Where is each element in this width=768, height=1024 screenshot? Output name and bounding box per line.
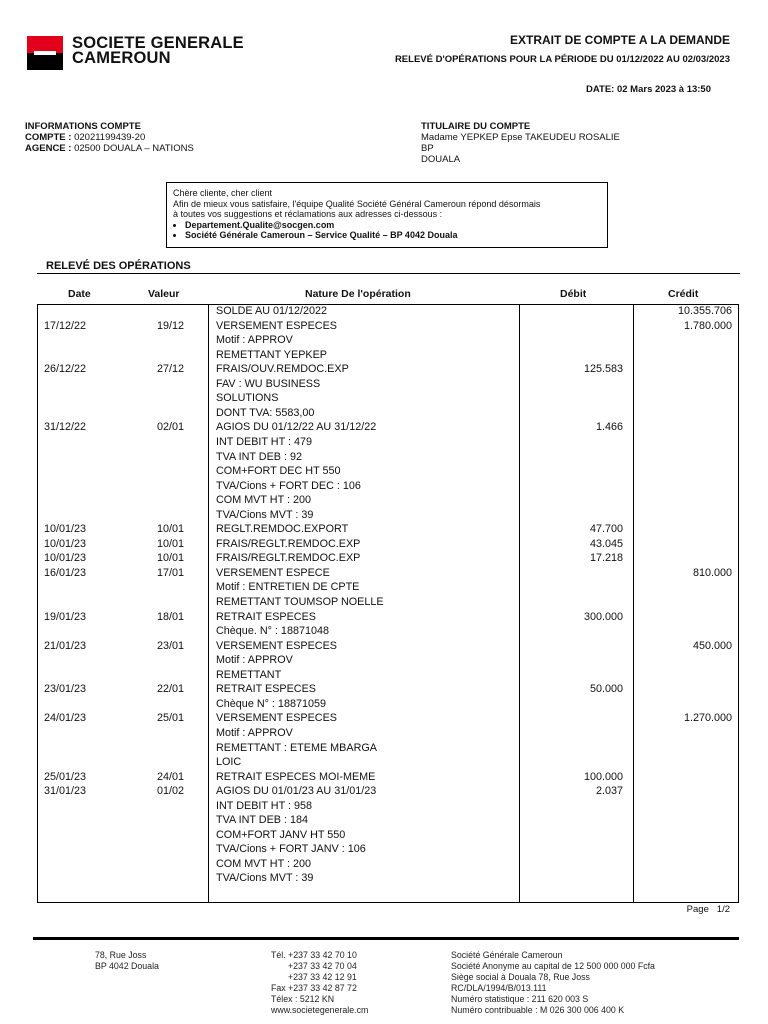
footer-legal-line: RC/DLA/1994/B/013.111 — [451, 983, 547, 994]
table-row — [37, 420, 739, 435]
notice-text2: à toutes vos suggestions et réclamations aux adresses ci-dessous : — [173, 209, 443, 219]
agence-value: 02500 DOUALA – NATIONS — [71, 143, 194, 154]
quality-notice — [166, 182, 608, 248]
bank-name-line2: CAMEROUN — [72, 49, 171, 67]
cell-nature: Chèque. N° : 18871048 — [216, 625, 329, 638]
cell-nature: FRAIS/REGLT.REMDOC.EXP — [216, 537, 361, 550]
cell-nature: DONT TVA: 5583,00 — [216, 406, 315, 419]
cell-debit: 2.037 — [595, 785, 623, 798]
cell-debit: 43.045 — [589, 537, 623, 550]
holder-heading: TITULAIRE DU COMPTE — [421, 121, 531, 132]
col-header-debit: Débit — [560, 288, 587, 300]
notice-text1: Afin de mieux vous satisfaire, l'équipe Qualité Société Général Cameroun répond désormais — [173, 198, 541, 209]
table-row — [37, 479, 739, 494]
cell-nature: Motif : APPROV — [216, 654, 293, 667]
cell-valeur: 27/12 — [156, 363, 184, 376]
cell-debit: 100.000 — [583, 770, 623, 783]
cell-credit: 1.270.000 — [683, 712, 732, 725]
table-row — [37, 857, 739, 872]
holder-line3: DOUALA — [421, 154, 461, 165]
footer-contact-line: +237 33 42 70 04 — [288, 961, 357, 972]
cell-nature: TVA/Cions MVT : 39 — [216, 508, 314, 521]
document-title: EXTRAIT DE COMPTE A LA DEMANDE — [509, 33, 730, 47]
cell-nature: FRAIS/REGLT.REMDOC.EXP — [216, 552, 361, 565]
cell-nature: Motif : APPROV — [216, 334, 293, 347]
footer-legal — [451, 950, 655, 1017]
footer-address-line: BP 4042 Douala — [95, 961, 159, 972]
footer-contact-line: www.societegenerale.cm — [271, 1005, 369, 1016]
table-row — [37, 566, 739, 581]
cell-nature: SOLDE AU 01/12/2022 — [216, 305, 328, 317]
cell-nature: REMETTANT : ETEME MBARGA — [216, 741, 377, 754]
cell-valeur: 10/01 — [156, 523, 184, 536]
table-row — [37, 813, 739, 828]
cell-valeur: 10/01 — [156, 537, 184, 550]
table-row — [37, 828, 739, 843]
table-row — [37, 493, 739, 508]
statement-period: RELEVÉ D'OPÉRATIONS POUR LA PÉRIODE DU 01/12/2022 AU 02/03/2023 — [394, 54, 730, 65]
col-header-nature: Nature De l'opération — [305, 288, 411, 300]
holder-name: Madame YEPKEP Epse TAKEUDEU ROSALIE — [421, 132, 620, 143]
cell-nature: INT DEBIT HT : 479 — [216, 435, 313, 448]
cell-date: 25/01/23 — [44, 770, 87, 783]
statement-date: DATE: 02 Mars 2023 à 13:50 — [586, 84, 711, 95]
cell-valeur: 10/01 — [156, 552, 184, 565]
footer-divider — [33, 937, 739, 940]
table-row — [37, 580, 739, 595]
table-row — [37, 610, 739, 625]
footer-legal-line: Siège social à Douala 78, Rue Joss — [451, 972, 590, 983]
cell-date: 23/01/23 — [44, 683, 87, 696]
table-row — [37, 464, 739, 479]
table-row — [37, 624, 739, 639]
cell-credit: 450.000 — [692, 639, 732, 652]
cell-debit: 1.466 — [595, 421, 623, 434]
account-info-heading: INFORMATIONS COMPTE — [25, 121, 141, 132]
cell-nature: TVA/Cions + FORT JANV : 106 — [216, 843, 366, 856]
account-holder — [421, 121, 620, 165]
table-row — [37, 537, 739, 552]
notice-greeting: Chère cliente, cher client — [173, 188, 273, 198]
cell-valeur: 24/01 — [156, 770, 184, 783]
table-row — [37, 653, 739, 668]
cell-valeur: 17/01 — [156, 566, 184, 579]
cell-nature: INT DEBIT HT : 958 — [216, 799, 313, 812]
page-indicator — [687, 904, 730, 915]
cell-credit: 10.355.706 — [677, 305, 732, 317]
table-row — [37, 726, 739, 741]
agence-label: AGENCE : — [25, 143, 72, 154]
cell-nature: REGLT.REMDOC.EXPORT — [216, 523, 349, 536]
cell-nature: COM MVT HT : 200 — [216, 857, 311, 870]
table-row — [37, 333, 739, 348]
cell-nature: Motif : ENTRETIEN DE CPTE — [216, 581, 360, 594]
cell-date: 10/01/23 — [44, 552, 87, 565]
table-row — [37, 595, 739, 610]
cell-nature: RETRAIT ESPECES — [216, 683, 316, 696]
cell-nature: REMETTANT — [216, 668, 282, 681]
cell-nature: Chèque N° : 18871059 — [216, 697, 326, 710]
cell-nature: Motif : APPROV — [216, 726, 293, 739]
table-row — [37, 406, 739, 421]
table-row — [37, 508, 739, 523]
cell-nature: VERSEMENT ESPECES — [216, 319, 338, 332]
cell-valeur: 18/01 — [156, 610, 184, 623]
cell-date: 10/01/23 — [44, 523, 87, 536]
table-row — [37, 435, 739, 450]
footer-contact-line: Tél. +237 33 42 70 10 — [271, 950, 357, 960]
cell-nature: REMETTANT YEPKEP — [216, 348, 327, 361]
section-title: RELEVÉ DES OPÉRATIONS — [46, 260, 191, 272]
notice-address: • Société Générale Cameroun – Service Qualité – BP 4042 Douala — [185, 230, 601, 241]
compte-value: 02021199439-20 — [71, 132, 146, 143]
col-header-date: Date — [68, 288, 91, 300]
table-row — [37, 770, 739, 785]
holder-line2: BP — [421, 143, 434, 154]
bank-logo — [27, 36, 63, 70]
footer-legal-line: Numéro contribuable : M 026 300 006 400 K — [451, 1005, 625, 1016]
cell-nature: FAV : WU BUSINESS — [216, 377, 321, 390]
cell-debit: 50.000 — [589, 683, 623, 696]
table-row — [37, 639, 739, 654]
cell-date: 31/01/23 — [44, 785, 87, 798]
table-row — [37, 711, 739, 726]
cell-credit: 1.780.000 — [683, 319, 732, 332]
cell-nature: COM MVT HT : 200 — [216, 494, 311, 507]
cell-nature: TVA INT DEB : 92 — [216, 450, 303, 463]
cell-nature: TVA INT DEB : 184 — [216, 814, 309, 827]
cell-nature: RETRAIT ESPECES MOI-MEME — [216, 770, 376, 783]
cell-debit: 17.218 — [589, 552, 623, 565]
footer-legal-line: Société Anonyme au capital de 12 500 000 000 Fcfa — [451, 961, 655, 972]
table-row — [37, 784, 739, 799]
cell-valeur: 23/01 — [156, 639, 184, 652]
cell-nature: TVA/Cions MVT : 39 — [216, 872, 314, 885]
footer-legal-line: Société Générale Cameroun — [451, 950, 563, 960]
section-divider — [37, 273, 740, 274]
cell-debit: 125.583 — [583, 363, 623, 376]
table-row — [37, 755, 739, 770]
table-row — [37, 362, 739, 377]
cell-nature: TVA/Cions + FORT DEC : 106 — [216, 479, 361, 492]
cell-nature: COM+FORT JANV HT 550 — [216, 828, 346, 841]
page-value: 1/2 — [716, 904, 730, 915]
footer-address — [95, 950, 159, 972]
cell-valeur: 02/01 — [156, 421, 184, 434]
cell-nature: VERSEMENT ESPECES — [216, 639, 338, 652]
page-label: Page — [686, 904, 709, 915]
cell-nature: REMETTANT TOUMSOP NOELLE — [216, 596, 384, 608]
cell-nature: FRAIS/OUV.REMDOC.EXP — [216, 363, 349, 376]
footer-legal-line: Numéro statistique : 211 620 003 S — [451, 994, 589, 1005]
table-row — [37, 391, 739, 406]
table-row — [37, 682, 739, 697]
cell-date: 16/01/23 — [44, 566, 87, 579]
table-row — [37, 522, 739, 537]
account-info — [25, 121, 194, 154]
table-row — [37, 741, 739, 756]
cell-valeur: 25/01 — [156, 712, 184, 725]
table-row — [37, 842, 739, 857]
footer-contact — [271, 950, 368, 1017]
table-row — [37, 319, 739, 334]
cell-credit: 810.000 — [692, 566, 732, 579]
cell-date: 26/12/22 — [44, 363, 87, 376]
cell-debit: 300.000 — [583, 610, 623, 623]
table-row — [37, 551, 739, 566]
table-row — [37, 450, 739, 465]
table-row — [37, 697, 739, 712]
cell-nature: SOLUTIONS — [216, 392, 279, 405]
footer-contact-line: Fax +237 33 42 87 72 — [271, 983, 357, 994]
cell-date: 17/12/22 — [44, 319, 87, 332]
cell-nature: LOIC — [216, 756, 242, 769]
cell-date: 19/01/23 — [44, 610, 87, 623]
cell-nature: COM+FORT DEC HT 550 — [216, 465, 341, 478]
table-row — [37, 348, 739, 363]
cell-nature: AGIOS DU 01/01/23 AU 31/01/23 — [216, 785, 377, 798]
bank-name-line1: SOCIETE GENERALE — [72, 34, 244, 52]
col-header-credit: Crédit — [668, 288, 699, 300]
cell-date: 31/12/22 — [44, 421, 87, 434]
footer-contact-line: +237 33 42 12 91 — [288, 972, 357, 983]
compte-label: COMPTE : — [25, 132, 72, 143]
table-row — [37, 871, 739, 886]
notice-email: • Departement.Qualite@socgen.com — [185, 220, 601, 231]
cell-nature: AGIOS DU 01/12/22 AU 31/12/22 — [216, 421, 377, 434]
cell-valeur: 01/02 — [156, 785, 184, 798]
cell-nature: VERSEMENT ESPECES — [216, 712, 338, 725]
table-row — [37, 799, 739, 814]
cell-date: 24/01/23 — [44, 712, 87, 725]
col-header-valeur: Valeur — [148, 288, 180, 300]
cell-nature: VERSEMENT ESPECE — [216, 566, 330, 579]
cell-date: 10/01/23 — [44, 537, 87, 550]
cell-valeur: 19/12 — [156, 319, 184, 332]
bank-name — [72, 36, 244, 66]
footer-address-line: 78, Rue Joss — [95, 950, 147, 960]
cell-debit: 47.700 — [589, 523, 623, 536]
footer-contact-line: Télex : 5212 KN — [271, 994, 335, 1005]
table-row — [37, 377, 739, 392]
table-row — [37, 304, 739, 319]
cell-nature: RETRAIT ESPECES — [216, 610, 316, 623]
cell-date: 21/01/23 — [44, 639, 87, 652]
table-row — [37, 668, 739, 683]
cell-valeur: 22/01 — [156, 683, 184, 696]
